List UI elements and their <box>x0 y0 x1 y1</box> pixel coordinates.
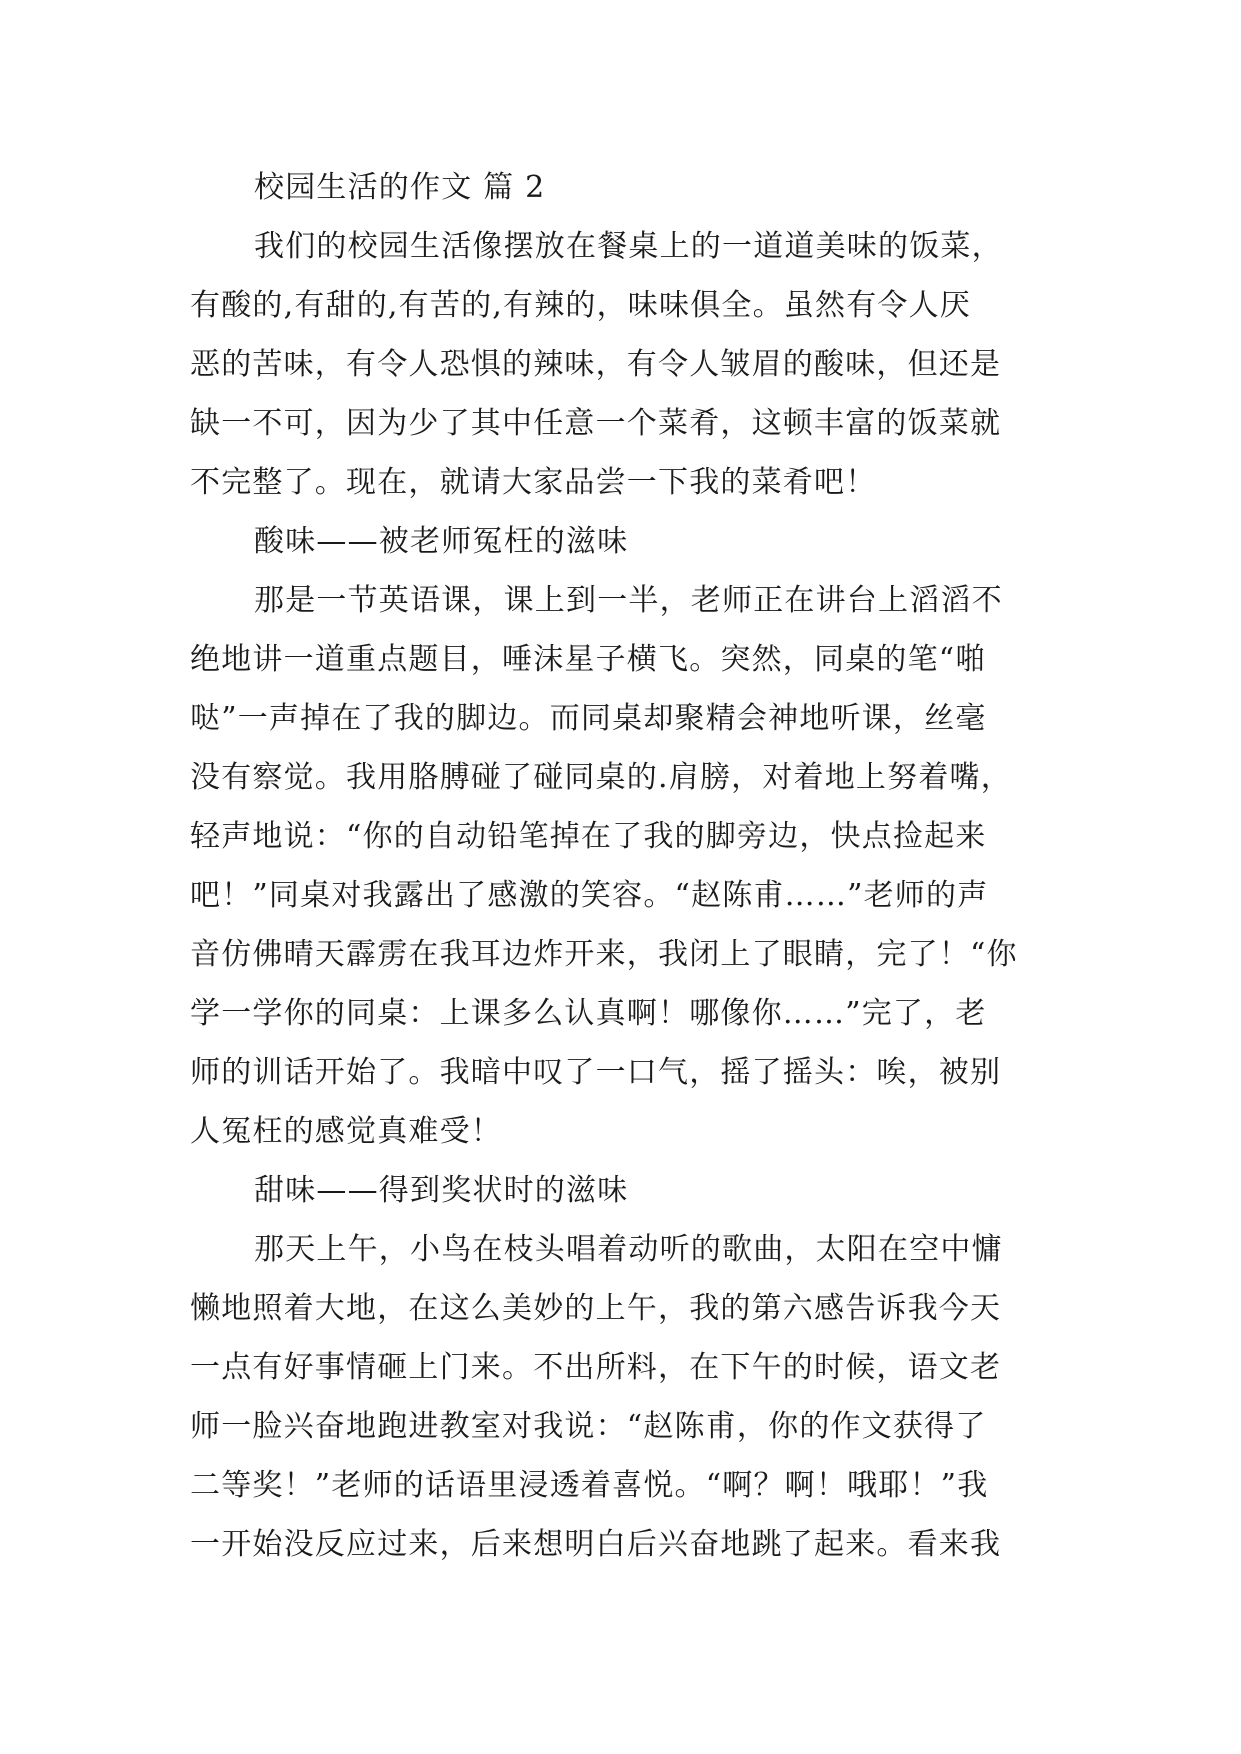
paragraph-line: 音仿佛晴天霹雳在我耳边炸开来，我闭上了眼睛，完了！“你 <box>190 937 1018 972</box>
document-page <box>190 158 1050 1574</box>
paragraph-line: 那是一节英语课，课上到一半，老师正在讲台上滔滔不 <box>254 583 1003 618</box>
paragraph-line: 不完整了。现在，就请大家品尝一下我的菜肴吧！ <box>190 465 877 500</box>
paragraph-line: 没有察觉。我用胳膊碰了碰同桌的.肩膀，对着地上努着嘴， <box>190 760 1012 795</box>
paragraph-line: 人冤枉的感觉真难受！ <box>190 1114 502 1149</box>
paragraph-line: 哒”一声掉在了我的脚边。而同桌却聚精会神地听课，丝毫 <box>190 701 987 736</box>
paragraph-line: 恶的苦味，有令人恐惧的辣味，有令人皱眉的酸味，但还是 <box>190 347 1002 382</box>
paragraph-line: 师的训话开始了。我暗中叹了一口气，摇了摇头：唉，被别 <box>190 1055 1002 1090</box>
paragraph-line: 吧！”同桌对我露出了感激的笑容。“赵陈甫……”老师的声 <box>190 878 989 913</box>
paragraph-line: 轻声地说：“你的自动铅笔掉在了我的脚旁边，快点捡起来 <box>190 819 987 854</box>
paragraph-line: 学一学你的同桌：上课多么认真啊！哪像你……”完了，老 <box>190 996 987 1031</box>
paragraph-line: 一开始没反应过来，后来想明白后兴奋地跳了起来。看来我 <box>190 1527 1002 1562</box>
paragraph-line: 我们的校园生活像摆放在餐桌上的一道道美味的饭菜， <box>254 229 1003 264</box>
paragraph-line: 绝地讲一道重点题目，唾沫星子横飞。突然，同桌的笔“啪 <box>190 642 987 677</box>
section-heading-sweet: 甜味——得到奖状时的滋味 <box>254 1173 629 1208</box>
section-heading-sour: 酸味——被老师冤枉的滋味 <box>254 524 629 559</box>
essay-title: 校园生活的作文 篇 2 <box>254 170 546 205</box>
paragraph-line: 缺一不可，因为少了其中任意一个菜肴，这顿丰富的饭菜就 <box>190 406 1002 441</box>
paragraph-line: 一点有好事情砸上门来。不出所料，在下午的时候，语文老 <box>190 1350 1002 1385</box>
paragraph-line: 那天上午，小鸟在枝头唱着动听的歌曲，太阳在空中慵 <box>254 1232 1003 1267</box>
paragraph-line: 有酸的,有甜的,有苦的,有辣的，味味俱全。虽然有令人厌 <box>190 288 972 323</box>
paragraph-line: 懒地照着大地，在这么美妙的上午，我的第六感告诉我今天 <box>190 1291 1002 1326</box>
paragraph-line: 二等奖！”老师的话语里浸透着喜悦。“啊？啊！哦耶！”我 <box>190 1468 989 1503</box>
paragraph-line: 师一脸兴奋地跑进教室对我说：“赵陈甫，你的作文获得了 <box>190 1409 987 1444</box>
